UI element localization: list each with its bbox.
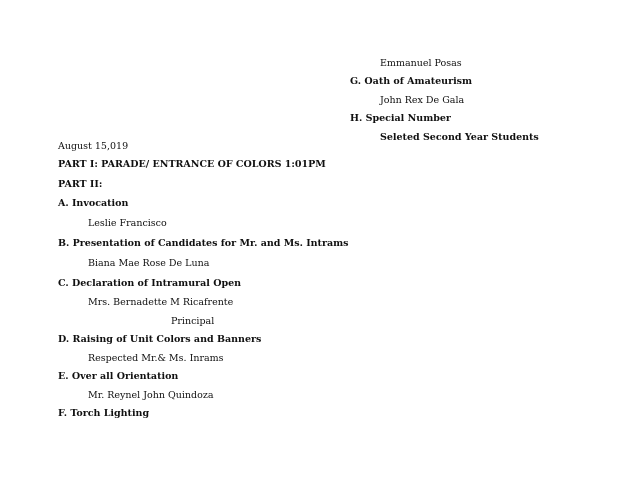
speaker-emmanuel-posas: Emmanuel Posas	[380, 58, 462, 69]
speaker-role-principal: Principal	[171, 316, 215, 327]
program-date: August 15,019	[58, 141, 129, 152]
speaker-leslie-francisco: Leslie Francisco	[88, 218, 167, 229]
heading-presentation-of-candidates: B. Presentation of Candidates for Mr. and Ms. Intrams	[58, 238, 349, 249]
speaker-bernadette-ricafrente: Mrs. Bernadette M Ricafrente	[88, 297, 234, 308]
heading-special-number: H. Special Number	[350, 113, 451, 124]
speaker-biana-mae-rose-de-luna: Biana Mae Rose De Luna	[88, 258, 210, 269]
part-one-heading: PART I: PARADE/ ENTRANCE OF COLORS 1:01PM	[58, 159, 326, 170]
performer-second-year-students: Seleted Second Year Students	[380, 132, 539, 143]
heading-oath-of-amateurism: G. Oath of Amateurism	[350, 76, 473, 87]
heading-declaration-of-intramural-open: C. Declaration of Intramural Open	[58, 278, 242, 289]
heading-raising-of-unit-colors: D. Raising of Unit Colors and Banners	[58, 334, 262, 345]
heading-over-all-orientation: E. Over all Orientation	[58, 371, 179, 382]
speaker-mr-ms-intrams: Respected Mr.& Ms. Inrams	[88, 353, 224, 364]
heading-invocation: A. Invocation	[58, 198, 129, 209]
speaker-john-rex-de-gala: John Rex De Gala	[380, 95, 465, 106]
speaker-reynel-john-quindoza: Mr. Reynel John Quindoza	[88, 390, 214, 401]
heading-torch-lighting: F. Torch Lighting	[58, 408, 150, 419]
part-two-heading: PART II:	[58, 179, 103, 190]
